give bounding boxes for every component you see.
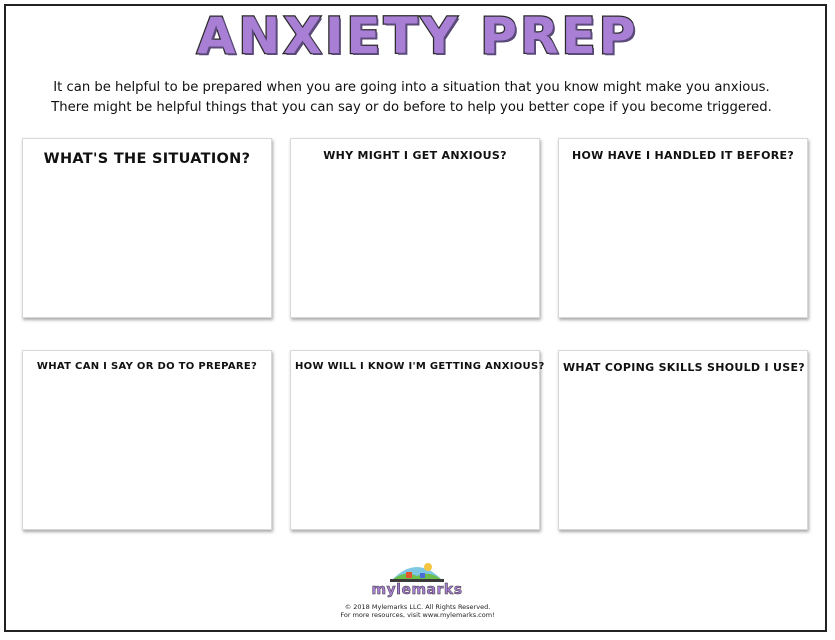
intro-line-2: There might be helpful things that you can say or do before to help you better cope if you become triggered. [51,100,772,115]
know-anxious-label: HOW WILL I KNOW I'M GETTING ANXIOUS? [295,361,545,372]
worksheet-title: ANXIETY PREP [196,7,639,65]
intro-line-1: It can be helpful to be prepared when you are going into a situation that you know might make you anxious. [53,80,770,95]
mylemarks-logo [362,558,472,602]
prepare-label: WHAT CAN I SAY OR DO TO PREPARE? [36,361,258,372]
why-anxious-box[interactable] [290,138,540,318]
resources-link[interactable]: For more resources, visit www.mylemarks.com! [340,611,495,619]
why-anxious-label: WHY MIGHT I GET ANXIOUS? [323,149,507,162]
situation-box[interactable] [22,138,272,318]
prepare-box[interactable] [22,350,272,530]
handled-before-label: HOW HAVE I HANDLED IT BEFORE? [571,149,795,162]
coping-skills-label: WHAT COPING SKILLS SHOULD I USE? [563,361,805,374]
logo-wordmark: mylemarks [371,582,463,598]
coping-skills-box[interactable] [558,350,808,530]
intro-text [10,78,813,118]
handled-before-box[interactable] [558,138,808,318]
situation-label: WHAT'S THE SITUATION? [43,151,251,167]
know-anxious-box[interactable] [290,350,545,530]
copyright-text: © 2018 Mylemarks LLC. All Rights Reserved. [344,603,491,611]
landscape-logo-icon [362,558,472,584]
